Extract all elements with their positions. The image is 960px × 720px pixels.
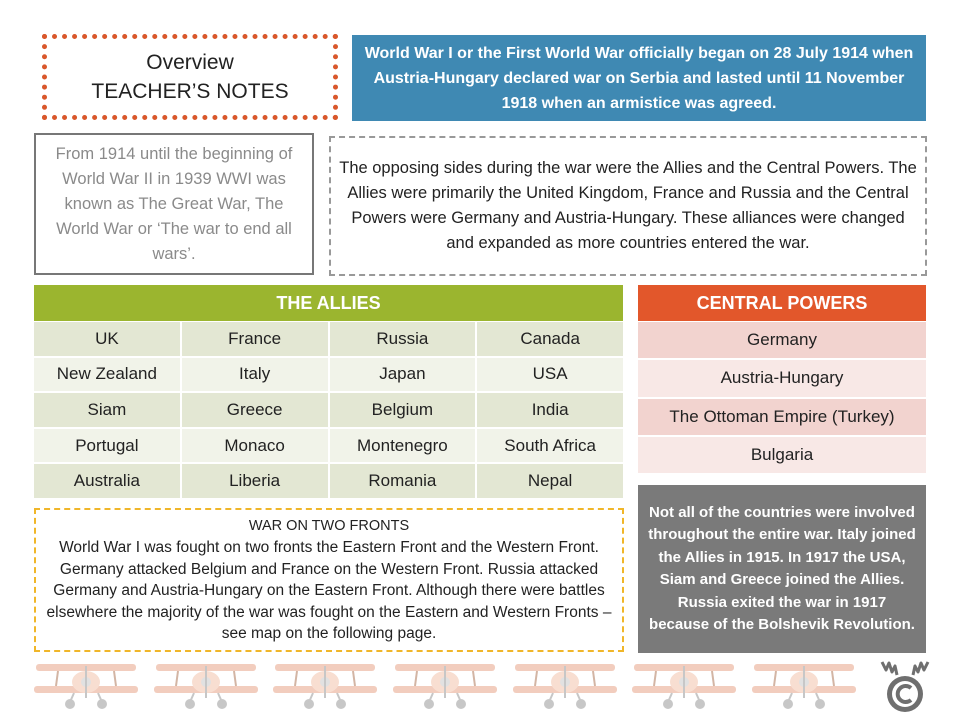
opposing-sides-box <box>329 136 927 276</box>
allies-cell: Nepal <box>477 464 623 498</box>
allies-cell: Japan <box>330 358 476 392</box>
allies-cell: Canada <box>477 322 623 356</box>
biplane-icon <box>748 652 860 717</box>
allies-cell: Belgium <box>330 393 476 427</box>
intro-box <box>352 35 926 121</box>
biplane-icon <box>150 652 262 717</box>
allies-cell: Liberia <box>182 464 328 498</box>
central-powers-heading: CENTRAL POWERS <box>638 285 926 321</box>
opposing-sides-text: The opposing sides during the war were the Allies and the Central Powers. The Allies were primarily the United Kingdom, France and Russia and the Central Powers were Germany and Austria-Hungary. These alliances were changed and expanded as more countries entered the war. <box>339 159 917 252</box>
allies-cell: Greece <box>182 393 328 427</box>
title-teachers-notes: TEACHER’S NOTES <box>91 80 289 103</box>
allies-cell: India <box>477 393 623 427</box>
central-powers-item: Bulgaria <box>638 437 926 473</box>
great-war-box <box>34 133 314 275</box>
great-war-text: From 1914 until the beginning of World War II in 1939 WWI was known as The Great War, The World War or ‘The war to end all wars’. <box>55 144 293 263</box>
allies-cell: USA <box>477 358 623 392</box>
biplane-icon <box>30 652 142 717</box>
central-powers-item: Austria-Hungary <box>638 360 926 396</box>
involvement-note-box <box>638 485 926 653</box>
allies-cell: New Zealand <box>34 358 180 392</box>
allies-cell: France <box>182 322 328 356</box>
war-on-two-fronts-box <box>34 508 624 652</box>
biplane-icon <box>269 652 381 717</box>
fronts-text: World War I was fought on two fronts the Eastern Front and the Western Front. Germany attacked Belgium and France on the Western Front. Russia attacked Germany and Austria-Hungary on the Eastern Front. Although there were battles elsewhere the majority of the war was fought on the Eastern and Western Fronts – see map on the following page. <box>46 539 612 642</box>
allies-cell: Portugal <box>34 429 180 463</box>
biplane-icon <box>628 652 740 717</box>
biplane-icon <box>509 652 621 717</box>
allies-cell: Siam <box>34 393 180 427</box>
biplane-icon <box>389 652 501 717</box>
allies-cell: Russia <box>330 322 476 356</box>
allies-cell: Monaco <box>182 429 328 463</box>
allies-cell: Australia <box>34 464 180 498</box>
central-powers-item: Germany <box>638 322 926 358</box>
fronts-title: WAR ON TWO FRONTS <box>248 517 410 534</box>
allies-heading: THE ALLIES <box>34 285 623 321</box>
allies-cell: Romania <box>330 464 476 498</box>
involvement-note-text: Not all of the countries were involved throughout the entire war. Italy joined the Allies in 1915. In 1917 the USA, Siam and Greece joined the Allies. Russia exited the war in 1917 because of the Bolshevik Revolution. <box>648 503 916 633</box>
allies-cell: South Africa <box>477 429 623 463</box>
biplane-strip <box>30 655 860 717</box>
allies-table <box>34 322 623 498</box>
title-box <box>42 34 338 120</box>
intro-text: World War I or the First World War officially began on 28 July 1914 when Austria-Hungary declared war on Serbia and lasted until 11 November 1918 when an armistice was agreed. <box>364 44 914 112</box>
allies-cell: Montenegro <box>330 429 476 463</box>
central-powers-list <box>638 322 926 473</box>
allies-cell: UK <box>34 322 180 356</box>
title-overview: Overview <box>146 51 234 74</box>
central-powers-item: The Ottoman Empire (Turkey) <box>638 399 926 435</box>
allies-cell: Italy <box>182 358 328 392</box>
moose-copyright-logo <box>874 656 936 716</box>
